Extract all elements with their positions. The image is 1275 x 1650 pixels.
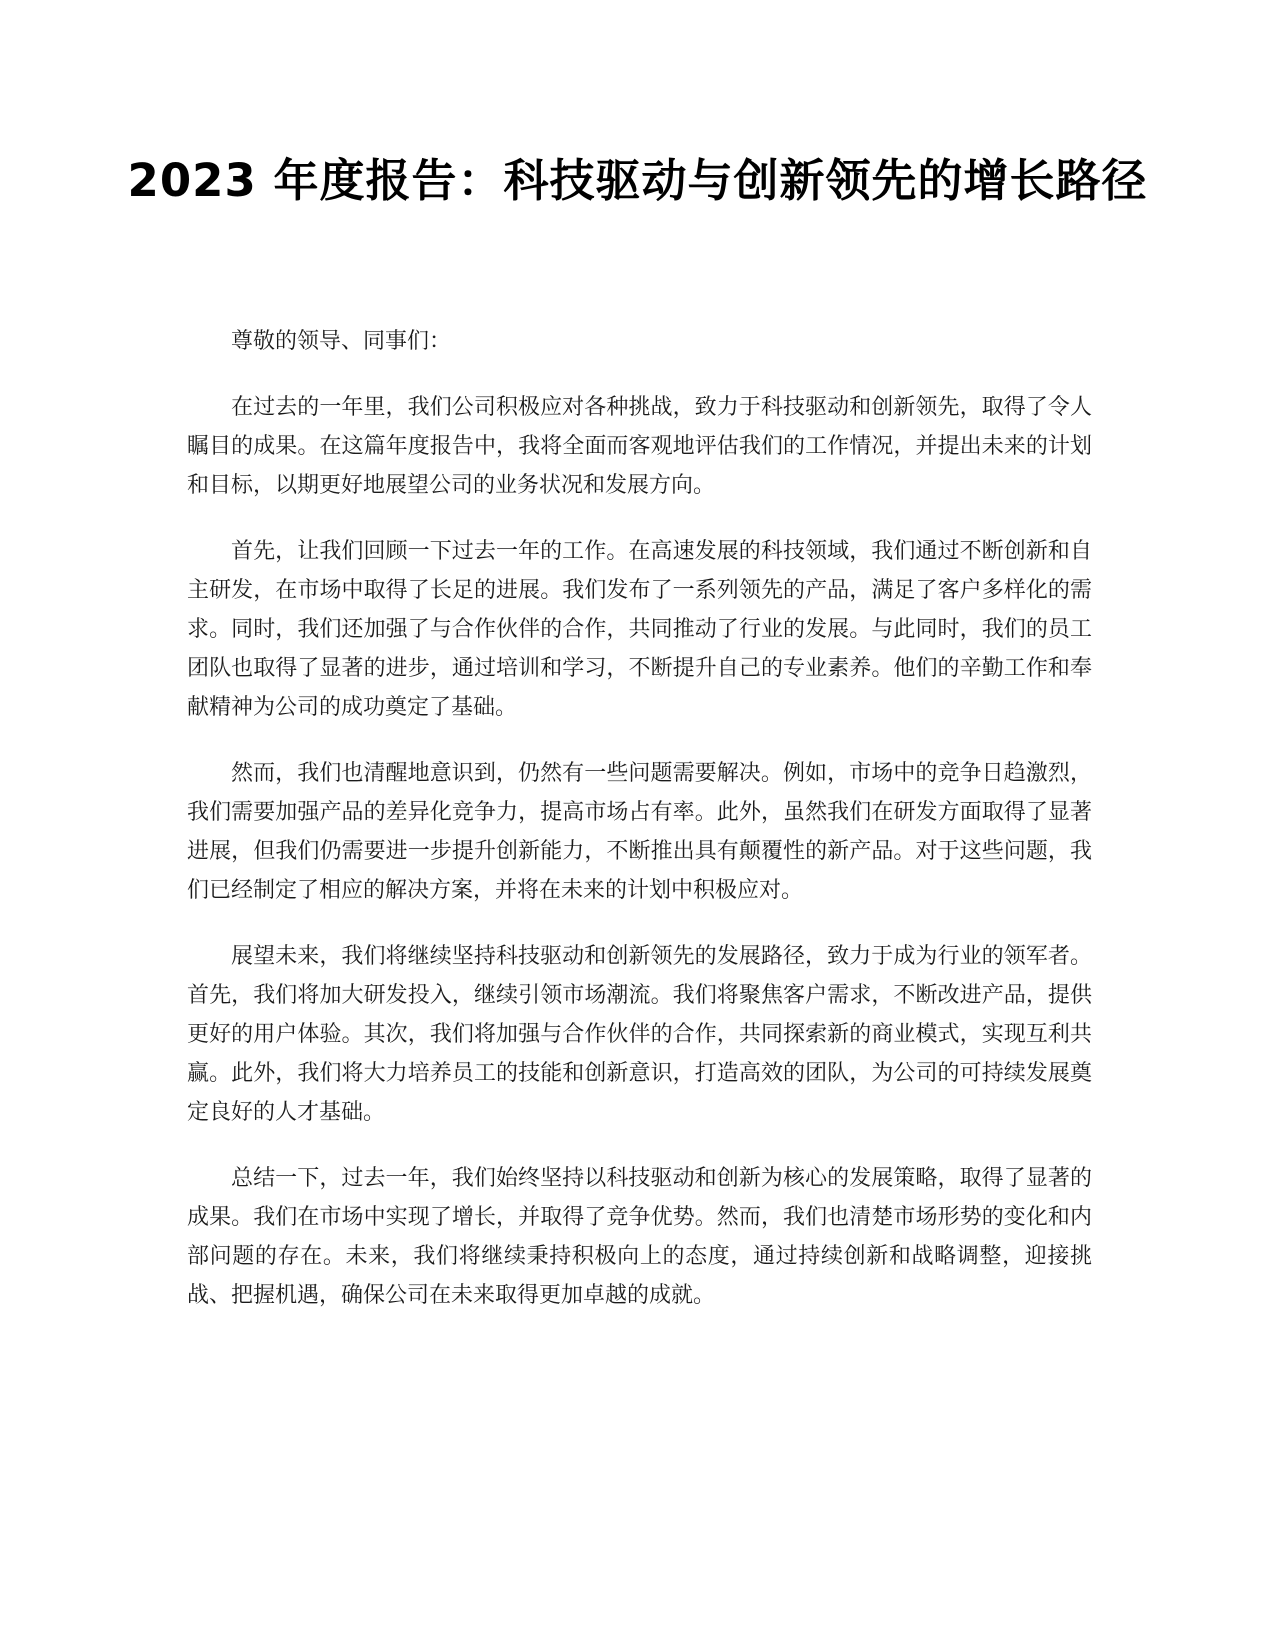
document-body bbox=[187, 322, 1092, 1342]
paragraph-review-intro: 在过去的一年里，我们公司积极应对各种挑战，致力于科技驱动和创新领先，取得了令人瞩目的成果。在这篇年度报告中，我将全面而客观地评估我们的工作情况，并提出未来的计划和目标，以期更好地展望公司的业务状况和发展方向。 bbox=[187, 395, 1092, 498]
document-title: 2023 年度报告：科技驱动与创新领先的增长路径 bbox=[127, 154, 1148, 207]
paragraph-problems: 然而，我们也清醒地意识到，仍然有一些问题需要解决。例如，市场中的竞争日趋激烈，我们需要加强产品的差异化竞争力，提高市场占有率。此外，虽然我们在研发方面取得了显著进展，但我们仍需要进一步提升创新能力，不断推出具有颠覆性的新产品。对于这些问题，我们已经制定了相应的解决方案，并将在未来的计划中积极应对。 bbox=[187, 761, 1092, 903]
paragraph-summary: 总结一下，过去一年，我们始终坚持以科技驱动和创新为核心的发展策略，取得了显著的成果。我们在市场中实现了增长，并取得了竞争优势。然而，我们也清楚市场形势的变化和内部问题的存在。未来，我们将继续秉持积极向上的态度，通过持续创新和战略调整，迎接挑战、把握机遇，确保公司在未来取得更加卓越的成就。 bbox=[187, 1166, 1092, 1308]
paragraph-outlook: 展望未来，我们将继续坚持科技驱动和创新领先的发展路径，致力于成为行业的领军者。首先，我们将加大研发投入，继续引领市场潮流。我们将聚焦客户需求，不断改进产品，提供更好的用户体验。其次，我们将加强与合作伙伴的合作，共同探索新的商业模式，实现互利共赢。此外，我们将大力培养员工的技能和创新意识，打造高效的团队，为公司的可持续发展奠定良好的人才基础。 bbox=[187, 944, 1092, 1125]
paragraph-past-work: 首先，让我们回顾一下过去一年的工作。在高速发展的科技领域，我们通过不断创新和自主研发，在市场中取得了长足的进展。我们发布了一系列领先的产品，满足了客户多样化的需求。同时，我们还加强了与合作伙伴的合作，共同推动了行业的发展。与此同时，我们的员工团队也取得了显著的进步，通过培训和学习，不断提升自己的专业素养。他们的辛勤工作和奉献精神为公司的成功奠定了基础。 bbox=[187, 539, 1092, 720]
salutation: 尊敬的领导、同事们： bbox=[231, 329, 452, 354]
